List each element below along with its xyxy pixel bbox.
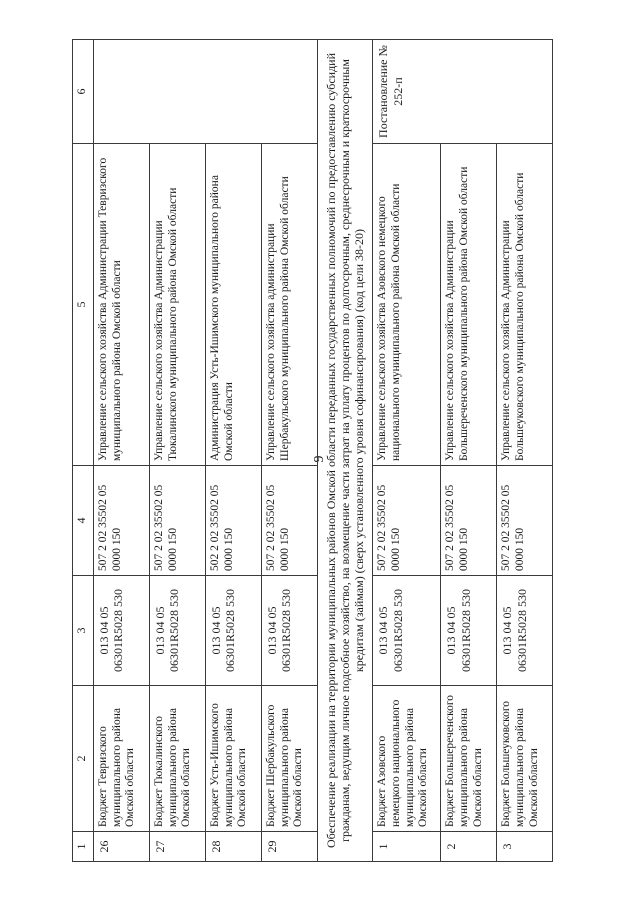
income-code: 502 2 02 35502 05 0000 150 — [206, 466, 262, 576]
budget-code: 013 04 05 06301R5028 530 — [150, 576, 206, 686]
decree-reference: Постановление № 252-п — [373, 40, 553, 144]
budget-table — [72, 39, 553, 862]
administrator-name: Управление сельского хозяйства Администрации Большереченского муниципального района Омской области — [441, 144, 497, 466]
budget-name: Бюджет Азовского немецкого национального муниципального района Омской области — [373, 686, 441, 832]
table-row — [206, 40, 262, 862]
row-number: 27 — [150, 832, 206, 862]
col-header-6: 6 — [73, 40, 94, 144]
administrator-name: Управление сельского хозяйства Администрации Тевризского муниципального района Омской области — [94, 144, 150, 466]
col-header-2: 2 — [73, 686, 94, 832]
budget-code: 013 04 05 06301R5028 530 — [441, 576, 497, 686]
section-heading: Обеспечение реализации на территории муниципальных районов Омской области переданных государственных полномочий по предоставлению субсидий гражданам, ведущим личное подсобное хозяйство, на возмещение части затрат на уплату процентов по долгосрочным, среднесрочным и краткосрочным кредитам (займам) (сверх установленного уровня софинансирования) (код цели 38-20) — [318, 40, 373, 862]
table-row — [94, 40, 150, 862]
income-code: 507 2 02 35502 05 0000 150 — [497, 466, 553, 576]
budget-code: 013 04 05 06301R5028 530 — [206, 576, 262, 686]
header-row — [73, 40, 94, 862]
decree-cell-empty — [94, 40, 318, 144]
administrator-name: Управление сельского хозяйства Администрации Тюкалинского муниципального района Омской области — [150, 144, 206, 466]
row-number: 2 — [441, 832, 497, 862]
income-code: 507 2 02 35502 05 0000 150 — [94, 466, 150, 576]
budget-name: Бюджет Шербакульского муниципального района Омской области — [262, 686, 318, 832]
table-row — [262, 40, 318, 862]
row-number: 1 — [373, 832, 441, 862]
budget-code: 013 04 05 06301R5028 530 — [497, 576, 553, 686]
income-code: 507 2 02 35502 05 0000 150 — [441, 466, 497, 576]
row-number: 3 — [497, 832, 553, 862]
table-row — [150, 40, 206, 862]
section-heading-row — [318, 40, 373, 862]
budget-code: 013 04 05 06301R5028 530 — [373, 576, 441, 686]
budget-name: Бюджет Тюкалинского муниципального района Омской области — [150, 686, 206, 832]
page-number: 9 — [312, 455, 327, 463]
row-number: 29 — [262, 832, 318, 862]
row-number: 28 — [206, 832, 262, 862]
budget-name: Бюджет Большеуковского муниципального района Омской области — [497, 686, 553, 832]
table-row — [441, 40, 497, 862]
administrator-name: Управление сельского хозяйства Администрации Большеуковского муниципального района Омской области — [497, 144, 553, 466]
administrator-name: Администрация Усть-Ишимского муниципального района Омской области — [206, 144, 262, 466]
table-row — [373, 40, 441, 862]
row-number: 26 — [94, 832, 150, 862]
table-row — [497, 40, 553, 862]
col-header-3: 3 — [73, 576, 94, 686]
col-header-4: 4 — [73, 466, 94, 576]
budget-code: 013 04 05 06301R5028 530 — [262, 576, 318, 686]
income-code: 507 2 02 35502 05 0000 150 — [262, 466, 318, 576]
col-header-5: 5 — [73, 144, 94, 466]
budget-name: Бюджет Большереченского муниципального района Омской области — [441, 686, 497, 832]
budget-code: 013 04 05 06301R5028 530 — [94, 576, 150, 686]
income-code: 507 2 02 35502 05 0000 150 — [150, 466, 206, 576]
rotated-table-page — [72, 40, 558, 862]
budget-name: Бюджет Усть-Ишимского муниципального района Омской области — [206, 686, 262, 832]
budget-name: Бюджет Тевризского муниципального района Омской области — [94, 686, 150, 832]
col-header-1: 1 — [73, 832, 94, 862]
administrator-name: Управление сельского хозяйства администрации Шербакульского муниципального района Омской области — [262, 144, 318, 466]
income-code: 507 2 02 35502 05 0000 150 — [373, 466, 441, 576]
administrator-name: Управление сельского хозяйства Азовского немецкого национального муниципального района Омской области — [373, 144, 441, 466]
